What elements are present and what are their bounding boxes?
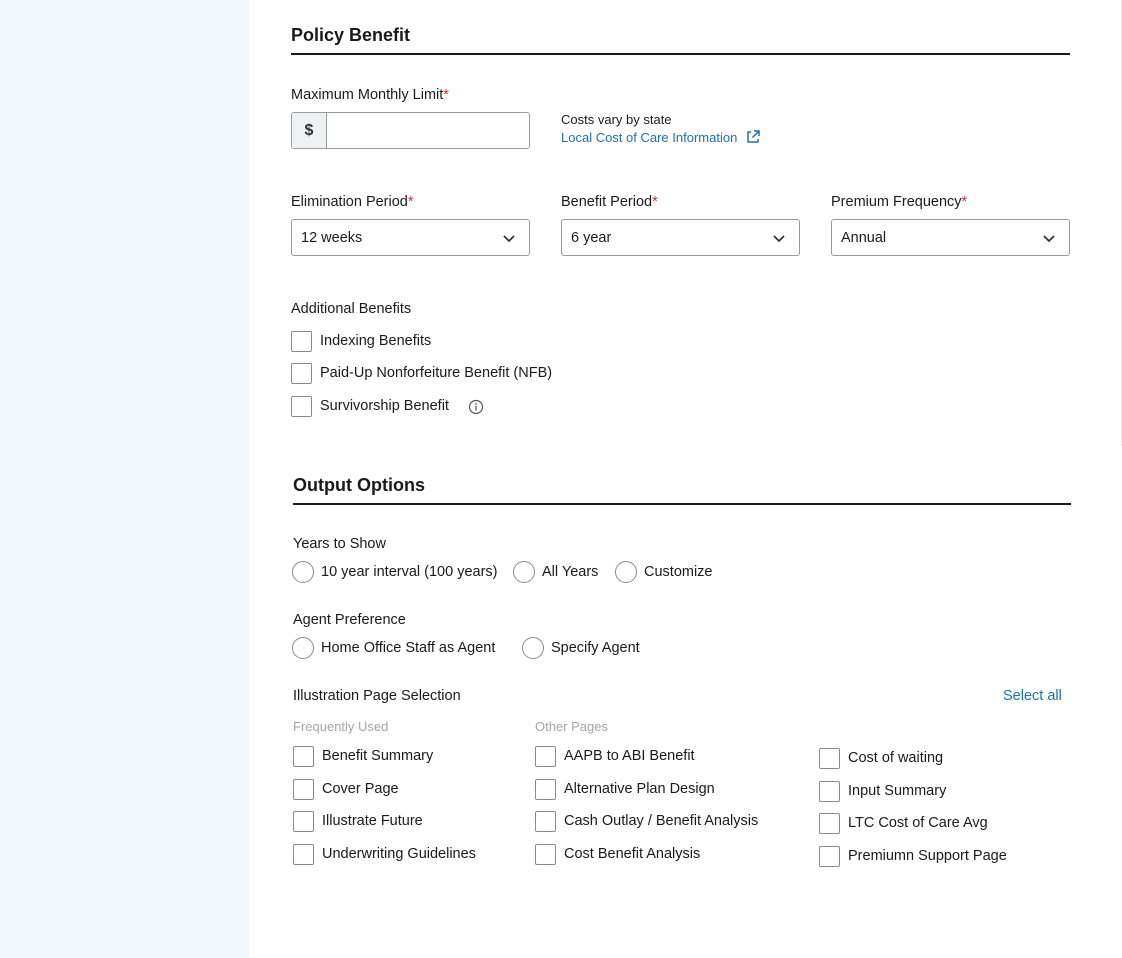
- elimination-period-label: Elimination Period*: [291, 194, 414, 210]
- cost-of-care-link-text: Local Cost of Care Information: [561, 129, 738, 145]
- agent-preference-label: Agent Preference: [293, 612, 406, 628]
- chevron-down-icon: [501, 230, 517, 246]
- max-monthly-limit-input[interactable]: [327, 113, 529, 148]
- years-to-show-label: Years to Show: [293, 536, 386, 552]
- benefit-period-value: 6 year: [571, 229, 612, 246]
- input-summary-checkbox[interactable]: [819, 781, 840, 802]
- benefit-period-select[interactable]: [561, 219, 800, 256]
- illustrate-future-label: Illustrate Future: [322, 813, 423, 829]
- max-monthly-limit-label: Maximum Monthly Limit*: [291, 87, 449, 103]
- max-monthly-limit-group: [291, 112, 530, 149]
- cost-of-care-link[interactable]: [561, 129, 761, 145]
- survivorship-benefit-checkbox[interactable]: [291, 396, 312, 417]
- radio-customize[interactable]: [615, 561, 637, 583]
- indexing-benefits-checkbox[interactable]: [291, 331, 312, 352]
- other-pages-label: Other Pages: [535, 719, 608, 734]
- left-sidebar: [0, 0, 249, 958]
- cover-page-label: Cover Page: [322, 781, 399, 797]
- radio-10-year-interval[interactable]: [292, 561, 314, 583]
- elimination-period-select[interactable]: [291, 219, 530, 256]
- output-options-title: Output Options: [293, 475, 425, 495]
- chevron-down-icon: [1041, 230, 1057, 246]
- radio-customize-label: Customize: [644, 564, 713, 580]
- benefit-summary-label: Benefit Summary: [322, 748, 434, 764]
- premium-frequency-label: Premium Frequency*: [831, 194, 968, 210]
- cover-page-checkbox[interactable]: [293, 779, 314, 800]
- cash-outlay-checkbox[interactable]: [535, 811, 556, 832]
- radio-all-years[interactable]: [513, 561, 535, 583]
- benefit-period-label: Benefit Period*: [561, 194, 658, 210]
- cost-note: Costs vary by state: [561, 112, 672, 127]
- cash-outlay-label: Cash Outlay / Benefit Analysis: [564, 813, 759, 829]
- cost-benefit-analysis-checkbox[interactable]: [535, 844, 556, 865]
- policy-benefit-title: Policy Benefit: [291, 25, 411, 45]
- policy-benefit-rule: [291, 53, 1070, 55]
- premium-support-page-checkbox[interactable]: [819, 846, 840, 867]
- input-summary-label: Input Summary: [848, 783, 947, 799]
- ltc-cost-of-care-avg-label: LTC Cost of Care Avg: [848, 815, 988, 831]
- radio-all-years-label: All Years: [542, 564, 599, 580]
- premium-support-page-label: Premiumn Support Page: [848, 848, 1007, 864]
- underwriting-guidelines-label: Underwriting Guidelines: [322, 846, 476, 862]
- cost-benefit-analysis-label: Cost Benefit Analysis: [564, 846, 701, 862]
- output-options-rule: [293, 503, 1071, 505]
- illustration-page-selection-label: Illustration Page Selection: [293, 688, 461, 704]
- benefit-summary-checkbox[interactable]: [293, 746, 314, 767]
- aapb-abi-benefit-label: AAPB to ABI Benefit: [564, 748, 695, 764]
- radio-home-office-staff[interactable]: [292, 637, 314, 659]
- external-link-icon: [745, 129, 761, 145]
- aapb-abi-benefit-checkbox[interactable]: [535, 746, 556, 767]
- underwriting-guidelines-checkbox[interactable]: [293, 844, 314, 865]
- alternative-plan-design-checkbox[interactable]: [535, 779, 556, 800]
- premium-frequency-value: Annual: [841, 229, 887, 246]
- radio-home-office-staff-label: Home Office Staff as Agent: [321, 640, 496, 656]
- radio-specify-agent-label: Specify Agent: [551, 640, 640, 656]
- indexing-benefits-label: Indexing Benefits: [320, 333, 432, 349]
- alternative-plan-design-label: Alternative Plan Design: [564, 781, 715, 797]
- frequently-used-label: Frequently Used: [293, 719, 389, 734]
- nfb-label: Paid-Up Nonforfeiture Benefit (NFB): [320, 365, 553, 381]
- premium-frequency-select[interactable]: [831, 219, 1070, 256]
- cost-of-waiting-label: Cost of waiting: [848, 750, 944, 766]
- additional-benefits-label: Additional Benefits: [291, 301, 412, 317]
- survivorship-benefit-label: Survivorship Benefit: [320, 398, 449, 414]
- ltc-cost-of-care-avg-checkbox[interactable]: [819, 813, 840, 834]
- chevron-down-icon: [771, 230, 787, 246]
- elimination-period-value: 12 weeks: [301, 229, 363, 246]
- cost-of-waiting-checkbox[interactable]: [819, 748, 840, 769]
- select-all-link[interactable]: Select all: [1003, 688, 1062, 704]
- nfb-checkbox[interactable]: [291, 363, 312, 384]
- info-circle-icon[interactable]: [468, 399, 484, 415]
- radio-specify-agent[interactable]: [522, 637, 544, 659]
- dollar-prefix: $: [292, 113, 327, 148]
- illustrate-future-checkbox[interactable]: [293, 811, 314, 832]
- radio-10-year-interval-label: 10 year interval (100 years): [321, 564, 498, 580]
